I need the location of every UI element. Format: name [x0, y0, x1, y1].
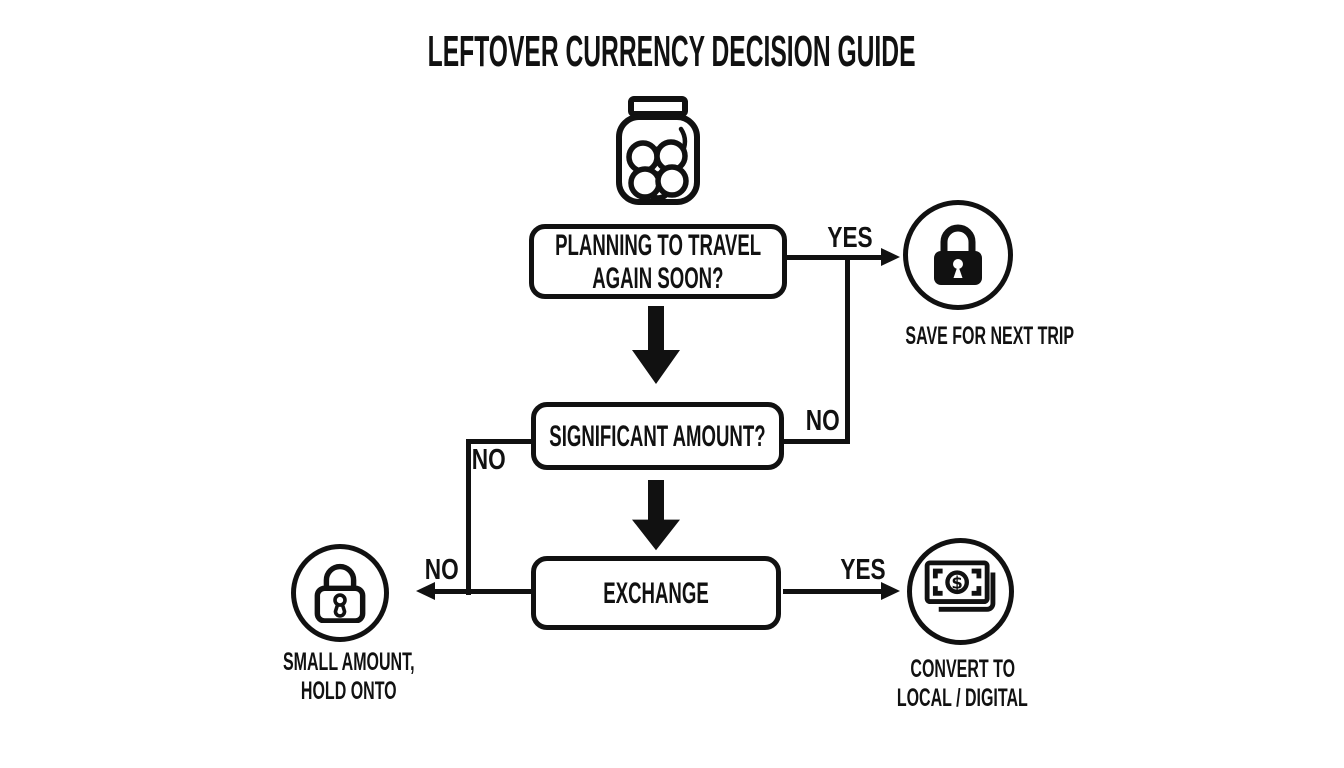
q1-label-line1: PLANNING TO TRAVEL — [555, 228, 762, 262]
connector-q3-no-line — [434, 589, 533, 594]
padlock-outline-icon — [311, 559, 369, 628]
coin-jar-icon — [603, 95, 711, 207]
svg-text:$: $ — [950, 573, 963, 593]
branch-label-q2-no-right: NO — [806, 405, 840, 437]
down-block-arrow-icon — [628, 480, 684, 552]
outcome-circle-convert — [907, 538, 1014, 645]
q1-label-line2: AGAIN SOON? — [592, 261, 724, 295]
branch-label-q2-no-left: NO — [472, 444, 506, 476]
decision-box-significant-amount — [531, 402, 784, 470]
decision-box-planning-to-travel — [529, 224, 787, 299]
connector-q2-no-right-line — [784, 439, 847, 444]
outcome-label-save: SAVE FOR NEXT TRIP — [905, 322, 1075, 350]
branch-label-q3-no: NO — [425, 554, 459, 586]
branch-label-q3-yes: YES — [840, 554, 886, 586]
q3-label: EXCHANGE — [603, 576, 709, 610]
outcome-label-hold: SMALL AMOUNT, HOLD ONTO — [283, 648, 415, 705]
page-title-text: LEFTOVER CURRENCY DECISION GUIDE — [428, 27, 916, 76]
padlock-filled-icon — [926, 218, 990, 293]
down-block-arrow-icon — [628, 306, 684, 386]
banknote-icon — [923, 559, 999, 624]
branch-label-q1-yes: YES — [827, 222, 873, 254]
outcome-label-convert: CONVERT TO LOCAL / DIGITAL — [897, 655, 1028, 712]
page-title — [0, 27, 1344, 76]
decision-box-exchange — [531, 556, 781, 630]
connector-q1-yes-line — [787, 255, 883, 260]
outcome-circle-hold — [291, 544, 389, 642]
q2-label: SIGNIFICANT AMOUNT? — [549, 419, 766, 453]
outcome-circle-save — [903, 200, 1013, 310]
connector-q3-yes-line — [783, 589, 883, 594]
